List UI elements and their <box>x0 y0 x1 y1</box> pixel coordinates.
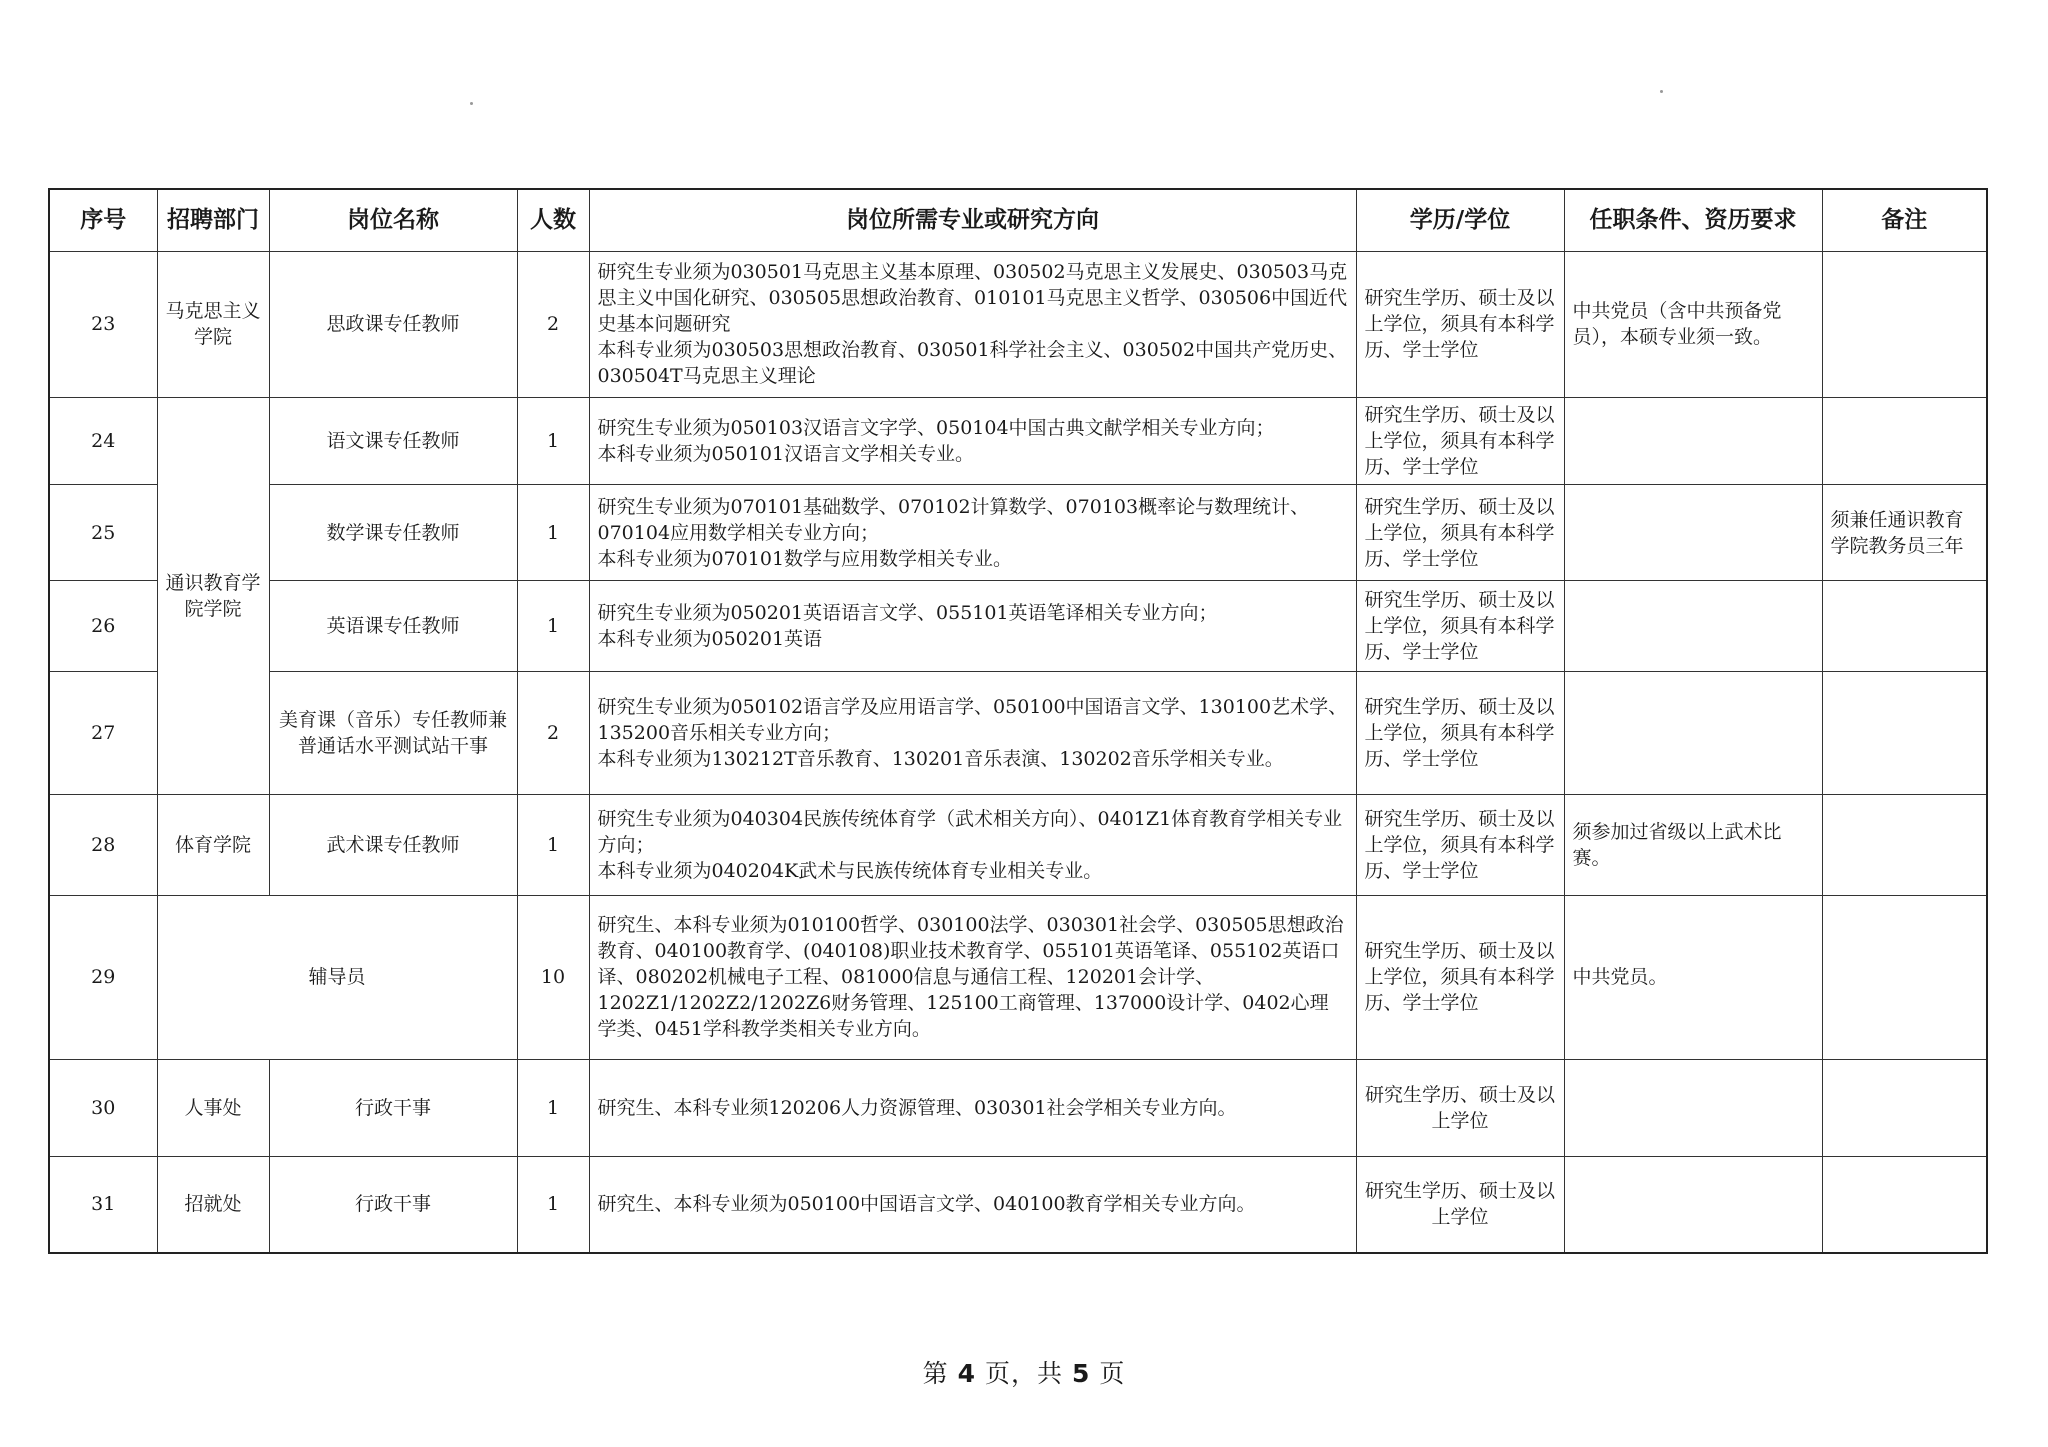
cell-seq: 30 <box>49 1059 157 1156</box>
cell-remark <box>1822 251 1987 397</box>
cell-degree: 研究生学历、硕士及以上学位，须具有本科学历、学士学位 <box>1356 581 1564 672</box>
scan-speck <box>470 102 473 105</box>
cell-seq: 24 <box>49 397 157 484</box>
table-row <box>49 1059 1987 1156</box>
cell-remark <box>1822 397 1987 484</box>
page-footer <box>0 1354 2048 1390</box>
cell-qualification <box>1564 397 1822 484</box>
cell-post: 武术课专任教师 <box>269 795 517 896</box>
footer-suffix: 页 <box>1099 1359 1126 1388</box>
table-header-row <box>49 189 1987 251</box>
cell-qualification: 须参加过省级以上武术比赛。 <box>1564 795 1822 896</box>
recruitment-table <box>48 188 1988 1254</box>
cell-qualification: 中共党员（含中共预备党员），本硕专业须一致。 <box>1564 251 1822 397</box>
table-row <box>49 672 1987 795</box>
cell-degree: 研究生学历、硕士及以上学位，须具有本科学历、学士学位 <box>1356 896 1564 1059</box>
cell-major: 研究生专业须为040304民族传统体育学（武术相关方向）、0401Z1体育教育学相关专业方向； 本科专业须为040204K武术与民族传统体育专业相关专业。 <box>589 795 1356 896</box>
header-major: 岗位所需专业或研究方向 <box>589 189 1356 251</box>
cell-major: 研究生专业须为050103汉语言文字学、050104中国古典文献学相关专业方向； 本科专业须为050101汉语言文学相关专业。 <box>589 397 1356 484</box>
cell-post: 行政干事 <box>269 1156 517 1253</box>
cell-dept-post-merged: 辅导员 <box>157 896 517 1059</box>
cell-dept: 体育学院 <box>157 795 269 896</box>
cell-dept-merged: 通识教育学院学院 <box>157 397 269 795</box>
cell-count: 2 <box>517 672 589 795</box>
cell-count: 1 <box>517 795 589 896</box>
cell-major: 研究生、本科专业须120206人力资源管理、030301社会学相关专业方向。 <box>589 1059 1356 1156</box>
cell-qualification <box>1564 1059 1822 1156</box>
cell-major: 研究生专业须为050102语言学及应用语言学、050100中国语言文学、130100艺术学、135200音乐相关专业方向； 本科专业须为130212T音乐教育、130201音乐表演、130202音乐学相关专业。 <box>589 672 1356 795</box>
cell-degree: 研究生学历、硕士及以上学位 <box>1356 1156 1564 1253</box>
cell-degree: 研究生学历、硕士及以上学位，须具有本科学历、学士学位 <box>1356 672 1564 795</box>
cell-count: 10 <box>517 896 589 1059</box>
table-row <box>49 795 1987 896</box>
cell-count: 1 <box>517 397 589 484</box>
cell-post: 英语课专任教师 <box>269 581 517 672</box>
header-remark: 备注 <box>1822 189 1987 251</box>
cell-qualification <box>1564 672 1822 795</box>
cell-count: 1 <box>517 1156 589 1253</box>
cell-seq: 29 <box>49 896 157 1059</box>
cell-major: 研究生专业须为030501马克思主义基本原理、030502马克思主义发展史、030503马克思主义中国化研究、030505思想政治教育、010101马克思主义哲学、030506中国近代史基本问题研究 本科专业须为030503思想政治教育、030501科学社会主义、030502中国共产党历史、030504T马克思主义理论 <box>589 251 1356 397</box>
table-row <box>49 484 1987 581</box>
cell-count: 1 <box>517 581 589 672</box>
cell-seq: 26 <box>49 581 157 672</box>
cell-count: 2 <box>517 251 589 397</box>
cell-remark <box>1822 1059 1987 1156</box>
footer-middle: 页，共 <box>984 1359 1063 1388</box>
cell-qualification <box>1564 484 1822 581</box>
cell-remark <box>1822 672 1987 795</box>
cell-post: 语文课专任教师 <box>269 397 517 484</box>
cell-seq: 25 <box>49 484 157 581</box>
scan-speck <box>1660 90 1663 93</box>
cell-degree: 研究生学历、硕士及以上学位 <box>1356 1059 1564 1156</box>
recruitment-table-wrapper <box>48 188 1986 1254</box>
cell-degree: 研究生学历、硕士及以上学位，须具有本科学历、学士学位 <box>1356 251 1564 397</box>
cell-post: 行政干事 <box>269 1059 517 1156</box>
cell-post: 美育课（音乐）专任教师兼普通话水平测试站干事 <box>269 672 517 795</box>
header-degree: 学历/学位 <box>1356 189 1564 251</box>
cell-remark <box>1822 896 1987 1059</box>
footer-page-number: 4 <box>957 1359 977 1388</box>
header-post: 岗位名称 <box>269 189 517 251</box>
cell-count: 1 <box>517 1059 589 1156</box>
cell-remark: 须兼任通识教育学院教务员三年 <box>1822 484 1987 581</box>
cell-major: 研究生专业须为070101基础数学、070102计算数学、070103概率论与数理统计、070104应用数学相关专业方向； 本科专业须为070101数学与应用数学相关专业。 <box>589 484 1356 581</box>
footer-prefix: 第 <box>922 1359 949 1388</box>
table-row <box>49 251 1987 397</box>
cell-major: 研究生专业须为050201英语语言文学、055101英语笔译相关专业方向； 本科专业须为050201英语 <box>589 581 1356 672</box>
cell-dept: 招就处 <box>157 1156 269 1253</box>
cell-remark <box>1822 1156 1987 1253</box>
table-row <box>49 397 1987 484</box>
cell-seq: 28 <box>49 795 157 896</box>
header-qualification: 任职条件、资历要求 <box>1564 189 1822 251</box>
header-count: 人数 <box>517 189 589 251</box>
cell-degree: 研究生学历、硕士及以上学位，须具有本科学历、学士学位 <box>1356 795 1564 896</box>
cell-qualification <box>1564 1156 1822 1253</box>
cell-post: 数学课专任教师 <box>269 484 517 581</box>
header-dept: 招聘部门 <box>157 189 269 251</box>
cell-count: 1 <box>517 484 589 581</box>
cell-seq: 23 <box>49 251 157 397</box>
cell-remark <box>1822 581 1987 672</box>
cell-major: 研究生、本科专业须为010100哲学、030100法学、030301社会学、030505思想政治教育、040100教育学、(040108)职业技术教育学、055101英语笔译、055102英语口译、080202机械电子工程、081000信息与通信工程、120201会计学、1202Z1/1202Z2/1202Z6财务管理、125100工商管理、137000设计学、0402心理学类、0451学科教学类相关专业方向。 <box>589 896 1356 1059</box>
cell-major: 研究生、本科专业须为050100中国语言文学、040100教育学相关专业方向。 <box>589 1156 1356 1253</box>
cell-degree: 研究生学历、硕士及以上学位，须具有本科学历、学士学位 <box>1356 397 1564 484</box>
table-row <box>49 1156 1987 1253</box>
cell-dept: 人事处 <box>157 1059 269 1156</box>
cell-qualification: 中共党员。 <box>1564 896 1822 1059</box>
cell-dept: 马克思主义学院 <box>157 251 269 397</box>
cell-seq: 31 <box>49 1156 157 1253</box>
cell-qualification <box>1564 581 1822 672</box>
header-seq: 序号 <box>49 189 157 251</box>
footer-total-pages: 5 <box>1071 1359 1091 1388</box>
table-row <box>49 896 1987 1059</box>
cell-post: 思政课专任教师 <box>269 251 517 397</box>
cell-degree: 研究生学历、硕士及以上学位，须具有本科学历、学士学位 <box>1356 484 1564 581</box>
table-row <box>49 581 1987 672</box>
cell-seq: 27 <box>49 672 157 795</box>
cell-remark <box>1822 795 1987 896</box>
